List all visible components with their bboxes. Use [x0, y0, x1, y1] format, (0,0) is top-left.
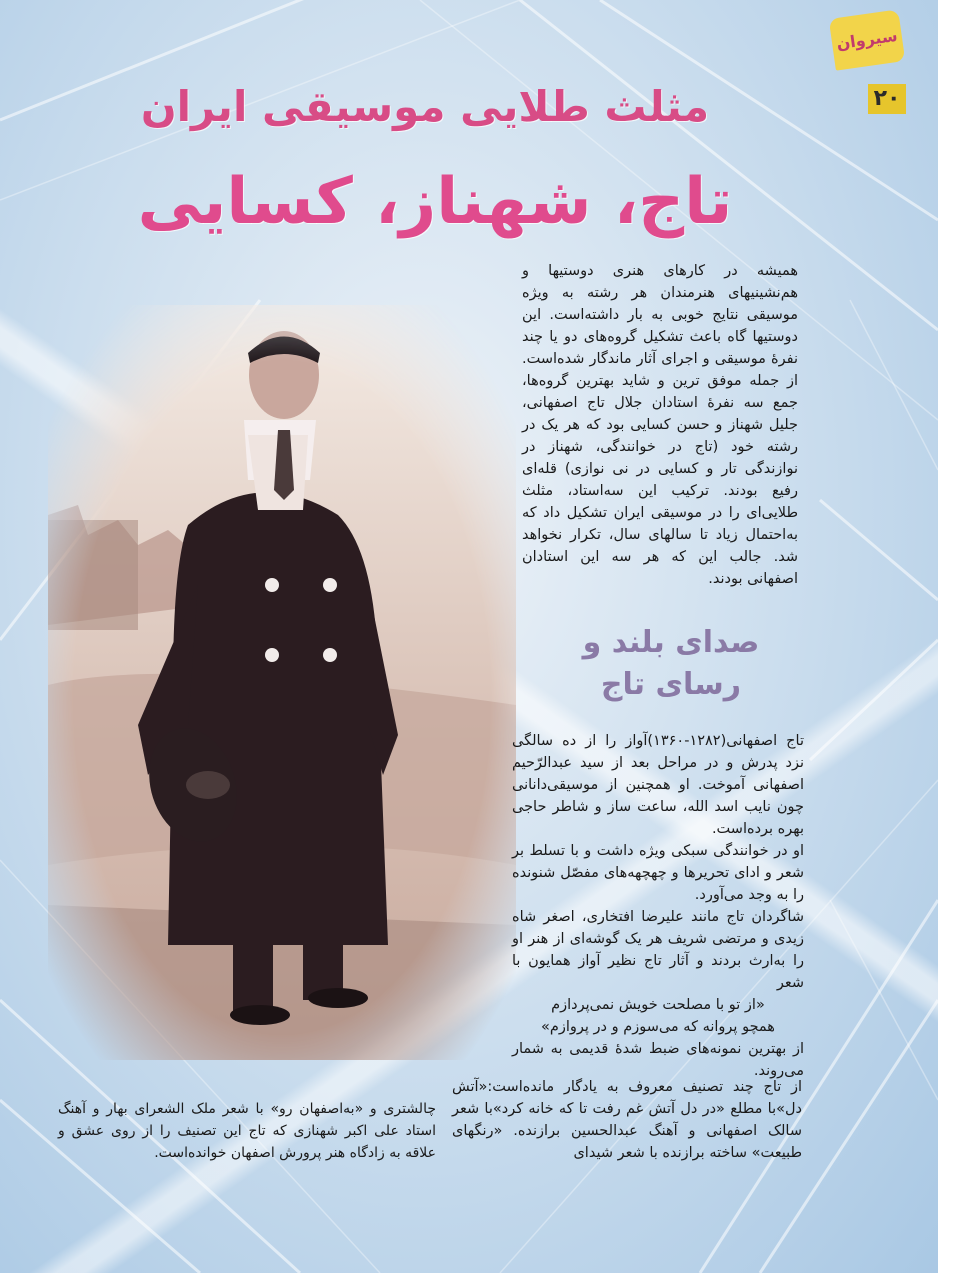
verse-line-2: همچو پروانه که می‌سوزم و در پروازم» — [541, 1019, 775, 1035]
body-paragraph-1: تاج اصفهانی(۱۲۸۲-۱۳۶۰)آواز را از ده سالگی نزد پدرش و در مراحل بعد از سید عبدالرّحیم اصفهانی آموخت. او همچنین از موسیقی‌دانانی چون نایب اسد الله، ساعت ساز و شاطر حاجی بهره برده‌است. — [512, 733, 804, 837]
body-column-left — [58, 1098, 436, 1164]
logo-text: سیروان — [835, 25, 899, 54]
body-paragraph-5: از تاج چند تصنیف معروف به یادگار مانده‌است:«آتش دل»با مطلع «در دل آتش غم رفت تا که خانه کرد»با شعر سالک اصفهانی و آهنگ عبدالحسین برازنده. «رنگهای طبیعت» ساخته برازنده با شعر شیدای — [452, 1079, 802, 1161]
section-subhead — [540, 622, 802, 706]
kicker-title: مثلث طلایی موسیقی ایران — [140, 82, 710, 131]
page-edge-margin — [938, 0, 955, 1273]
subhead-line-1: صدای بلند و — [582, 625, 760, 660]
magazine-logo — [829, 9, 906, 70]
body-column-continued — [452, 1076, 802, 1164]
body-column — [512, 730, 804, 1082]
body-paragraph-3: شاگردان تاج مانند علیرضا افتخاری، اصغر شاه زیدی و مرتضی شریف هر یک گوشه‌ای از هنر او را به‌ارث بردند و آثار تاج نظیر آواز همایون با شعر — [512, 909, 804, 991]
page-number: ۲۰ — [868, 84, 906, 114]
verse-line-1: «از تو با مصلحت خویش نمی‌پردازم — [551, 997, 765, 1013]
intro-paragraph: همیشه در کارهای هنری دوستیها و هم‌نشینیهای هنرمندان هر رشته به ویژه موسیقی نتایج خوبی به بار داشته‌است. این دوستیها گاه باعث تشکیل گروه‌های دو یا چند نفرهٔ موسیقی و اجرای آثار ماندگار شده‌است. از جمله موفق ترین و شاید بهترین گروه‌ها، جمع سه نفرهٔ استادان جلال تاج اصفهانی، جلیل شهناز و حسن کسایی بود که هر یک در رشته خود (تاج در خوانندگی، شهناز در نوازندگی تار و کسایی در نی نوازی) قله‌ای رفیع بودند. ترکیب این سه‌استاد، مثلث طلایی‌ای را در موسیقی ایران تشکیل داد که به‌احتمال زیاد تا سالهای سال، تکرار نخواهد شد. جالب این که هر سه این استادان اصفهانی بودند. — [522, 263, 798, 587]
subhead-line-2: رسای تاج — [600, 667, 742, 702]
intro-column — [522, 260, 798, 590]
portrait-photo — [48, 305, 516, 1060]
body-paragraph-4: از بهترین نمونه‌های ضبط شدهٔ قدیمی به شمار می‌روند. — [512, 1041, 804, 1079]
body-paragraph-2: او در خوانندگی سبکی ویژه داشت و با تسلط بر شعر و ادای تحریرها و چهچهه‌های مفصّل شنونده را به وجد می‌آورد. — [512, 843, 804, 903]
headline-title: تاج، شهناز، کسایی — [137, 165, 733, 239]
body-paragraph-6: چالشتری و «به‌اصفهان رو» با شعر ملک الشعرای بهار و آهنگ استاد علی اکبر شهنازی که تاج این تصنیف را از روی عشق و علاقه به زادگاه هنر پرورش اصفهان خوانده‌است. — [58, 1101, 436, 1161]
